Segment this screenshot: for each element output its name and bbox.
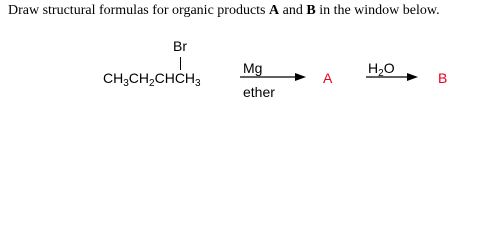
product-b-label: B — [438, 70, 448, 86]
reaction-arrow-1-icon — [240, 72, 306, 82]
question-middle: and — [279, 3, 307, 18]
reactant-part-3: CHCH — [154, 70, 196, 86]
reagent-water-o: O — [383, 60, 395, 76]
reactant-sub-3: 3 — [195, 78, 201, 89]
reactant-part-1: CH — [103, 70, 124, 86]
bromine-substituent: Br — [173, 38, 187, 54]
reaction-arrow-2-icon — [366, 72, 418, 82]
product-a-label: A — [323, 70, 333, 86]
question-suffix: in the window below. — [315, 3, 440, 18]
reactant-part-2: CH — [128, 70, 150, 86]
reagent-mg: Mg — [243, 60, 263, 76]
reagent-water-h: H — [368, 60, 379, 76]
question-label-b: B — [306, 3, 316, 18]
reactant-sub-1: 3 — [123, 78, 129, 89]
question-prefix: Draw structural formulas for organic products — [8, 3, 269, 18]
reactant-formula — [103, 70, 201, 89]
bond-line — [180, 57, 181, 70]
reagent-ether: ether — [243, 84, 275, 100]
reagent-water-sub: 2 — [378, 68, 384, 79]
reactant-sub-2: 2 — [149, 78, 155, 89]
question-text — [8, 2, 440, 20]
question-label-a: A — [269, 3, 280, 18]
